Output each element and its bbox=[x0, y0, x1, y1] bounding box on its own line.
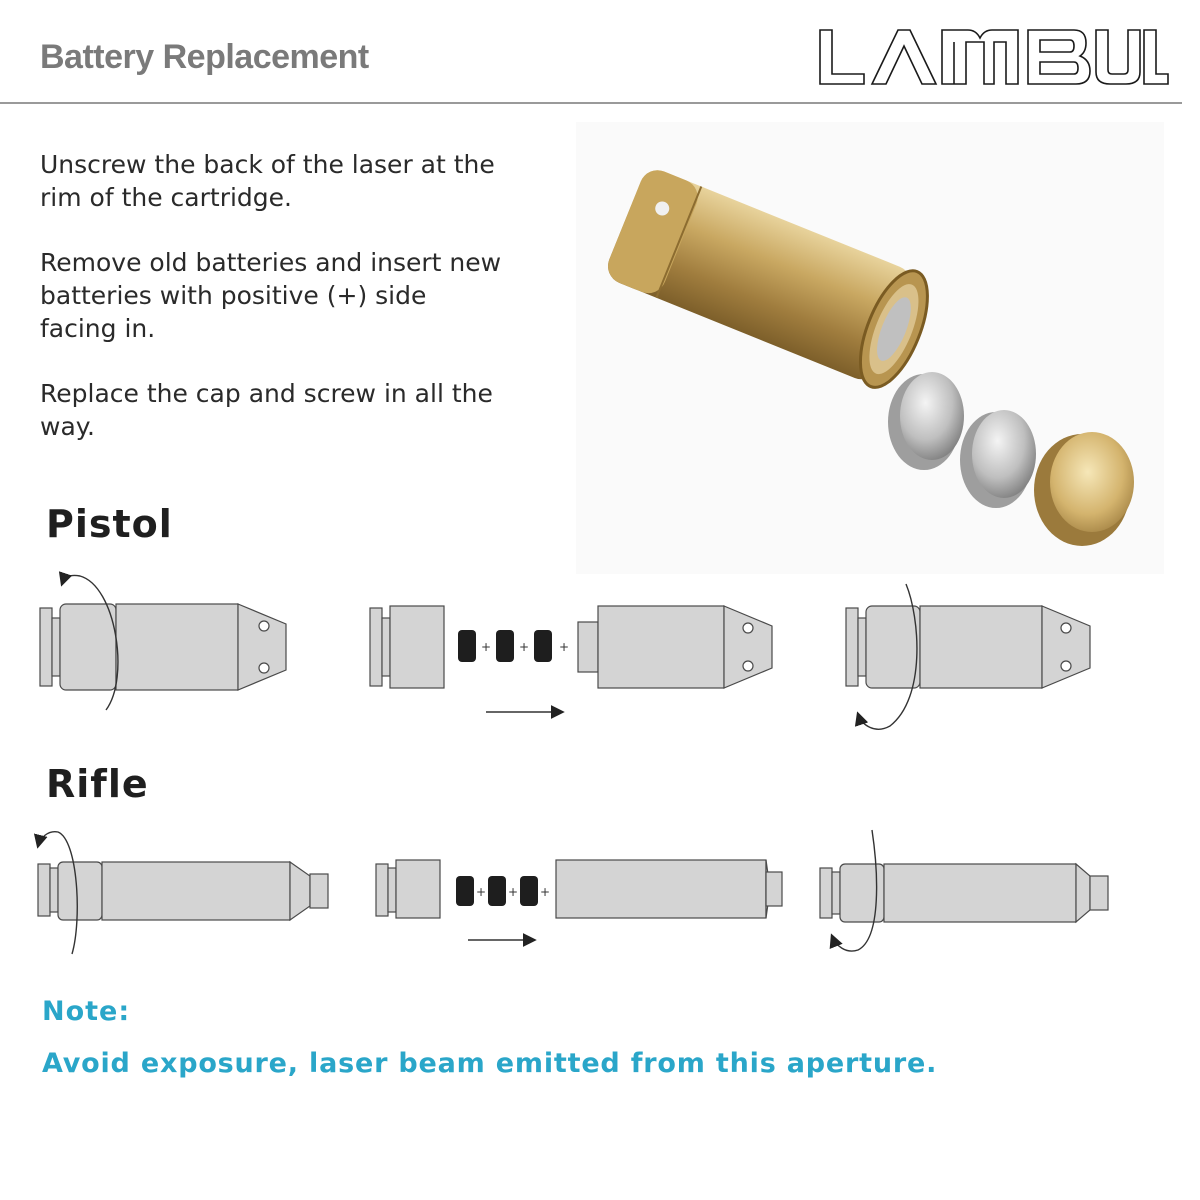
instruction-step-1: Unscrew the back of the laser at the rim of the cartridge. bbox=[40, 150, 495, 212]
rifle-step-2 bbox=[376, 860, 782, 918]
rifle-diagram bbox=[20, 820, 1140, 970]
rifle-label: Rifle bbox=[46, 762, 149, 806]
instruction-step-3: Replace the cap and screw in all the way. bbox=[40, 379, 493, 441]
plus-sign: + bbox=[475, 885, 487, 899]
rifle-step-3 bbox=[820, 864, 1108, 922]
pistol-step-1 bbox=[40, 604, 286, 690]
pistol-diagram bbox=[20, 558, 1140, 748]
plus-sign: + bbox=[507, 885, 519, 899]
plus-sign: + bbox=[518, 640, 530, 654]
pistol-batteries bbox=[458, 630, 552, 662]
pistol-step-2 bbox=[370, 606, 772, 688]
instruction-step-2: Remove old batteries and insert new batteries with positive (+) side facing in. bbox=[40, 248, 502, 343]
plus-sign: + bbox=[480, 640, 492, 654]
note-text: Avoid exposure, laser beam emitted from this aperture. bbox=[42, 1048, 938, 1079]
product-photo bbox=[576, 122, 1164, 574]
plus-sign: + bbox=[558, 640, 570, 654]
instructions bbox=[40, 148, 510, 475]
pistol-label: Pistol bbox=[46, 502, 173, 546]
rifle-step-1 bbox=[38, 862, 328, 920]
plus-sign: + bbox=[539, 885, 551, 899]
brand-logo bbox=[818, 28, 1170, 86]
rifle-batteries bbox=[456, 876, 538, 906]
header-divider bbox=[0, 102, 1182, 104]
note-label: Note: bbox=[42, 996, 131, 1027]
pistol-step-3 bbox=[846, 606, 1090, 688]
page-title: Battery Replacement bbox=[40, 38, 369, 76]
